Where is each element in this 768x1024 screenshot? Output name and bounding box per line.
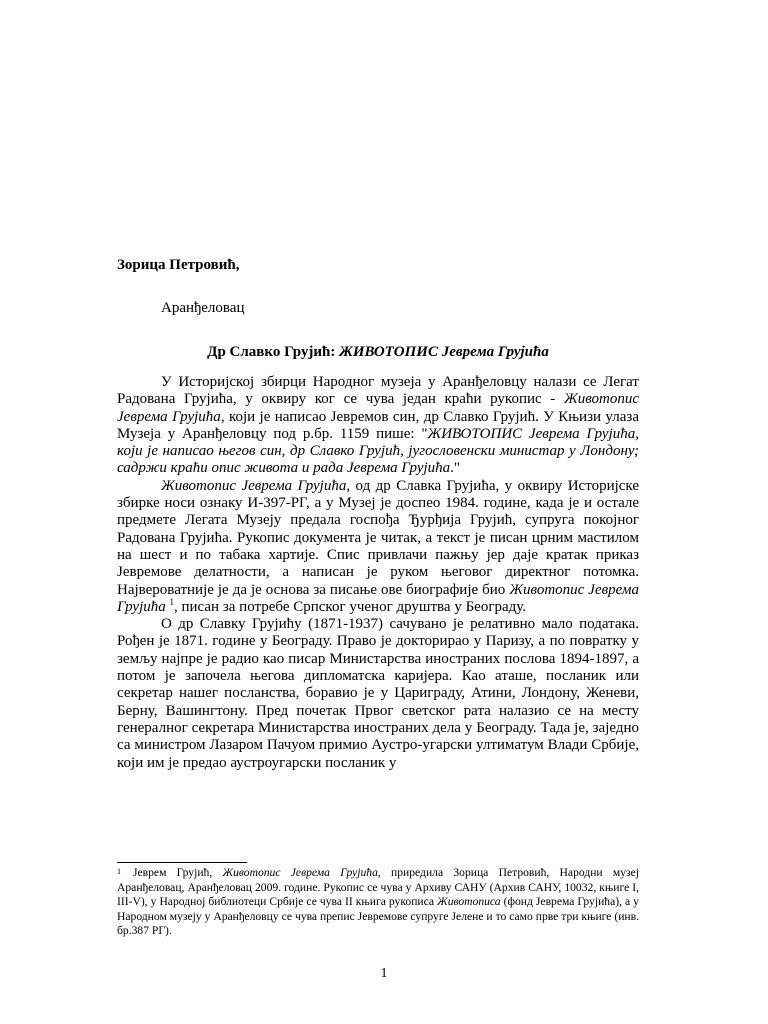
article-title-prefix: Др Славко Грујић: (207, 344, 340, 360)
text-run: , приредила Зорица Петровић, Народни музеј Аранђеловац, Аранђеловац 2009. године. Рукопис се чува у Архиву САНУ (Архив САНУ, 10032, књиге I, III-V), у Народној библиотеци Србије се чува II књига рукописа (117, 866, 639, 909)
italic-text-run: Животопис Јеврема Грујића (222, 866, 378, 879)
text-run: , који је написао Јевремов син, др Славко Грујић. У Књизи улаза Музеја у Аранђеловцу под р.бр. 1159 пише: " (117, 408, 639, 442)
footnote-reference: 1 (169, 596, 174, 607)
text-run: ." (450, 460, 461, 477)
text-run: (фонд Јеврема Грујића), а у Народном музеју у Аранђеловцу се чува препис Јевремове супруге Јелене и то само прве три књиге (инв. бр.387 РГ). (117, 895, 639, 938)
paragraph (117, 374, 639, 478)
page-number: 1 (380, 966, 388, 981)
italic-text-run: Животопис Јеврема Грујића (117, 391, 639, 425)
author-city: Аранђеловац (161, 300, 245, 316)
article-title-italic: ЖИВОТОПИС Јеврема Грујића (339, 344, 549, 360)
author-name: Зорица Петровић, (117, 257, 240, 273)
italic-text-run: Животопис Јеврема Грујића (117, 581, 639, 615)
text-run: , од др Славка Грујића, у оквиру Историјске збирке носи ознаку И-397-РГ, а у Музеј је доспео 1984. године, када је и остале предмете Легата Музеју предала госпођа Ђурђија Грујић, супруга покојног Радована Грујића. Рукопис документа је читак, а текст је писан црним мастилом на шест и по табака хартије. Спис привлачи пажњу јер даје кратак приказ Јевремове делатности, а написан је руком његовог директног потомка. Највероватније је да је основа за писање ове биографије био (117, 477, 639, 598)
footnote-separator (117, 862, 247, 863)
text-run: , писан за потребе Српског ученог друштва у Београду. (174, 598, 527, 615)
italic-text-run: ЖИВОТОПИС Јеврема Грујића, који је написао његов син, др Славко Грујић, југословенски министар у Лондону; садржи краћи опис живота и рада Јеврема Грујића (117, 425, 639, 477)
article-body (117, 374, 639, 772)
text-run: У Историјској збирци Народног музеја у Аранђеловцу налази се Легат Радована Грујића, у оквиру ког се чува један краћи рукопис - (117, 374, 639, 408)
text-run: Јеврем Грујић, (133, 866, 223, 879)
text-run: О др Славку Грујићу (1871-1937) сачувано је релативно мало података. Рођен је 1871. године у Београду. Право је докторирао у Паризу, а по повратку у земљу најпре је радио као писар Министарства иностраних послова 1894-1897, а потом је започела његова дипломатска каријера. Као аташе, посланик или секретар нашег посланства, боравио је у Цариграду, Атини, Лондону, Женеви, Берну, Вашингтону. Пред почетак Првог светског рата налазио се на месту генералног секретара Министарства иностраних дела у Београду. Тада је, заједно са министром Лазаром Пачуом примио Аустро-угарски ултиматум Влади Србије, који им је предао аустроугарски посланик у (117, 616, 639, 771)
italic-text-run: Животопис Јеврема Грујића (161, 477, 347, 494)
footnote-number: 1 (117, 867, 121, 876)
footnote-text (117, 866, 639, 937)
italic-text-run: Животописа (437, 895, 501, 909)
footnote (117, 866, 639, 939)
paragraph (117, 478, 639, 616)
article-title (117, 343, 639, 361)
paragraph (117, 616, 639, 772)
